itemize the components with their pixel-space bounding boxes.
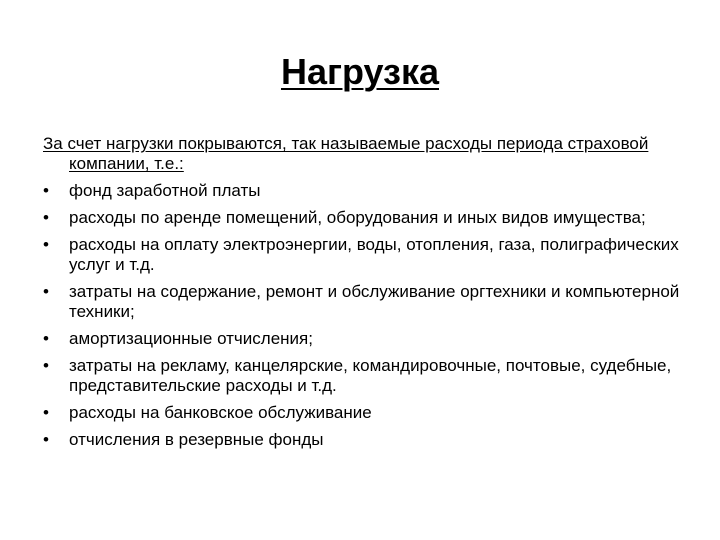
list-item-text: амортизационные отчисления;	[69, 329, 313, 348]
list-item-text: расходы на банковское обслуживание	[69, 403, 372, 422]
list-item-text: фонд заработной платы	[69, 181, 261, 200]
bullet-icon: •	[43, 181, 49, 200]
list-item	[43, 356, 683, 396]
slide-body	[43, 134, 683, 457]
list-item-text: затраты на рекламу, канцелярские, командировочные, почтовые, судебные, представительские расходы и т.д.	[69, 356, 672, 395]
list-item	[43, 235, 683, 275]
list-item	[43, 329, 683, 349]
list-item	[43, 430, 683, 450]
bullet-icon: •	[43, 235, 49, 254]
bullet-icon: •	[43, 282, 49, 301]
list-item	[43, 403, 683, 423]
list-item	[43, 282, 683, 322]
slide-title: Нагрузка	[280, 51, 439, 92]
list-item-text: затраты на содержание, ремонт и обслуживание оргтехники и компьютерной техники;	[69, 282, 680, 321]
list-item	[43, 208, 683, 228]
list-item-text: расходы на оплату электроэнергии, воды, отопления, газа, полиграфических услуг и т.д.	[69, 235, 679, 274]
expense-list	[43, 181, 683, 450]
bullet-icon: •	[43, 356, 49, 375]
list-item-text: отчисления в резервные фонды	[69, 430, 324, 449]
bullet-icon: •	[43, 329, 49, 348]
list-item-text: расходы по аренде помещений, оборудования и иных видов имущества;	[69, 208, 646, 227]
bullet-icon: •	[43, 208, 49, 227]
list-item	[43, 181, 683, 201]
bullet-icon: •	[43, 430, 49, 449]
bullet-icon: •	[43, 403, 49, 422]
intro-text: За счет нагрузки покрываются, так называемые расходы периода страховой компании, т.е.:	[43, 134, 649, 173]
